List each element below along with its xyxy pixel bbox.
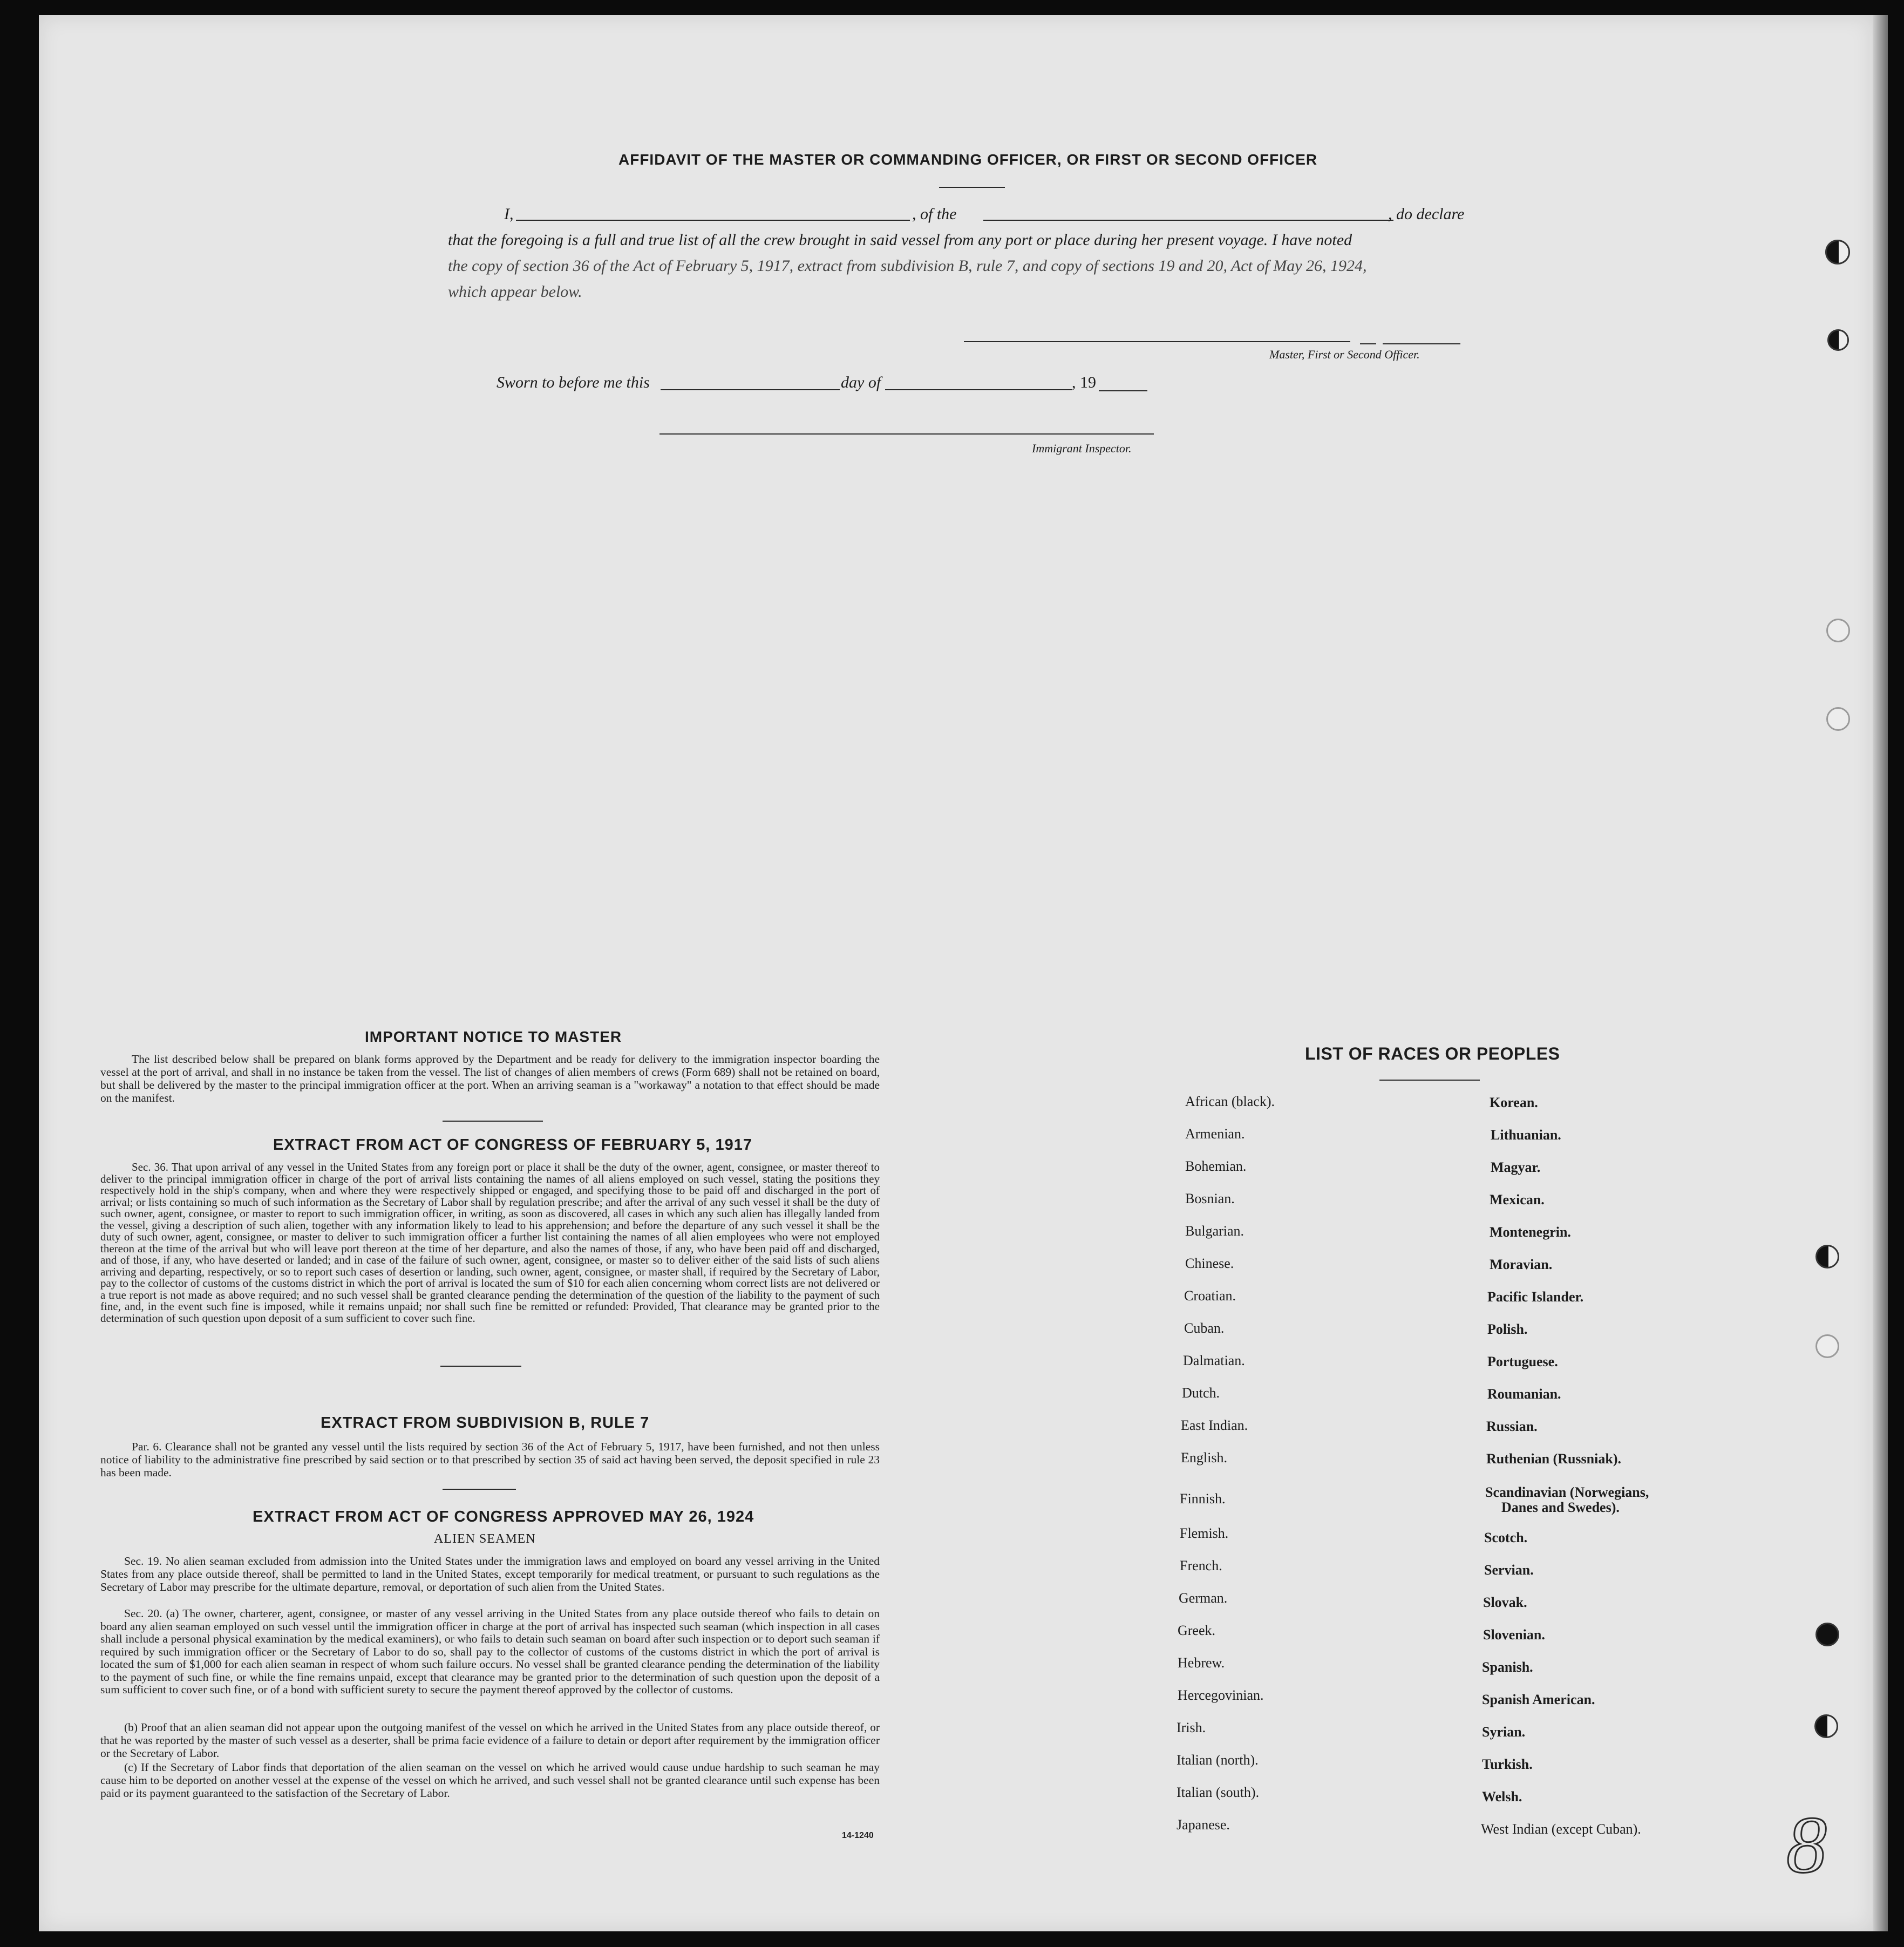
race-left-item: Greek. bbox=[1178, 1623, 1216, 1638]
race-left-item: Hebrew. bbox=[1178, 1655, 1225, 1671]
race-right-item: Ruthenian (Russniak). bbox=[1486, 1451, 1621, 1467]
title-divider bbox=[939, 187, 1005, 188]
sworn-year: , 19 bbox=[1072, 374, 1096, 391]
race-right-item: West Indian (except Cuban). bbox=[1481, 1821, 1641, 1837]
section-20c: (c) If the Secretary of Labor finds that deportation of the alien seaman on the vessel on which he arrived would cause undue hardship to such seaman he may cause him to be deported on another vessel at the expense of the vessel on which he arrived, and such vessel shall not be granted clearance until such expense has been paid or its payment guaranteed to the satisfaction of the Secretary of Labor. bbox=[100, 1761, 880, 1800]
race-left-item: Italian (north). bbox=[1177, 1752, 1259, 1768]
race-right-item: Scandinavian (Norwegians, bbox=[1485, 1484, 1649, 1500]
page-edge bbox=[1873, 15, 1888, 1931]
race-right-item: Slovak. bbox=[1483, 1595, 1527, 1610]
signature-caption: Master, First or Second Officer. bbox=[1269, 348, 1420, 361]
race-left-item: African (black). bbox=[1185, 1094, 1275, 1109]
affidavit-i: I, bbox=[504, 205, 514, 223]
signature-line-end bbox=[1383, 343, 1460, 344]
race-right-item: Danes and Swedes). bbox=[1501, 1500, 1620, 1515]
signature-line-dash bbox=[1360, 343, 1376, 344]
vessel-blank bbox=[983, 220, 1393, 221]
extract-1924-title: EXTRACT FROM ACT OF CONGRESS APPROVED MAY 26, 1924 bbox=[253, 1508, 754, 1525]
punch-hole-2 bbox=[1827, 329, 1849, 351]
punch-hole-7 bbox=[1815, 1623, 1839, 1646]
race-right-item: Mexican. bbox=[1490, 1192, 1545, 1207]
race-right-item: Montenegrin. bbox=[1490, 1224, 1571, 1240]
race-right-item: Slovenian. bbox=[1483, 1627, 1545, 1643]
race-right-item: Spanish American. bbox=[1482, 1692, 1595, 1707]
race-left-item: German. bbox=[1179, 1590, 1228, 1606]
race-left-item: French. bbox=[1180, 1558, 1222, 1573]
race-left-item: Cuban. bbox=[1184, 1320, 1225, 1336]
race-right-item: Lithuanian. bbox=[1491, 1127, 1561, 1143]
race-right-item: Turkish. bbox=[1482, 1756, 1533, 1772]
sworn-month-blank bbox=[885, 389, 1072, 390]
races-title: LIST OF RACES OR PEOPLES bbox=[1305, 1044, 1560, 1063]
extract-1917-title: EXTRACT FROM ACT OF CONGRESS OF FEBRUARY 5, 1917 bbox=[273, 1136, 753, 1154]
sworn-day-blank bbox=[661, 389, 840, 390]
svg-text:8: 8 bbox=[1786, 1803, 1827, 1884]
race-right-item: Portuguese. bbox=[1487, 1354, 1558, 1369]
race-left-item: Irish. bbox=[1177, 1720, 1206, 1735]
race-left-item: Dalmatian. bbox=[1183, 1353, 1245, 1368]
alien-seamen-subtitle: ALIEN SEAMEN bbox=[434, 1532, 536, 1546]
race-left-item: Croatian. bbox=[1184, 1288, 1236, 1304]
sworn-day-of: day of bbox=[841, 374, 881, 391]
race-right-item: Magyar. bbox=[1491, 1159, 1541, 1175]
affidavit-title: AFFIDAVIT OF THE MASTER OR COMMANDING OFFICER, OR FIRST OR SECOND OFFICER bbox=[618, 151, 1318, 168]
section-19: Sec. 19. No alien seaman excluded from admission into the United States under the immigration laws and employed on board any vessel arriving in the United States from any place outside thereof, shall be permitted to land in the United States, except temporarily for medical treatment, or pursuant to such regulations as the Secretary of Labor may prescribe for the ultimate departure, removal, or deportation of such alien from the United States. bbox=[100, 1555, 880, 1593]
race-right-item: Scotch. bbox=[1484, 1530, 1528, 1545]
section-20b: (b) Proof that an alien seaman did not appear upon the outgoing manifest of the vessel on which he arrived in the United States from any place outside thereof, or that he was reported by the master of such vessel as a deserter, shall be prima facie evidence of a failure to detain or deport after requirement by the immigration officer or the Secretary of Labor. bbox=[100, 1721, 880, 1760]
race-right-item: Spanish. bbox=[1482, 1659, 1533, 1675]
race-left-item: Flemish. bbox=[1180, 1525, 1229, 1541]
punch-hole-4 bbox=[1826, 707, 1850, 731]
race-right-item: Syrian. bbox=[1482, 1724, 1526, 1740]
notice-body: The list described below shall be prepared on blank forms approved by the Department and be ready for delivery to the immigration inspector boarding the vessel at the port of arrival, and shall in no instance be taken from the vessel. The list of changes of alien members of crews (Form 689) shall not be retained on board, but shall be delivered by the master to the principal immigration officer at the port. When an arriving seaman is a "workaway" a notation to that effect should be made on the manifest. bbox=[100, 1053, 880, 1104]
notice-divider bbox=[443, 1121, 543, 1122]
extract-1917-body: Sec. 36. That upon arrival of any vessel in the United States from any foreign port or place it shall be the duty of the owner, agent, consignee, or master thereof to deliver to the principal immigration officer in charge of the port of arrival lists containing the names of all aliens employed on such vessel, stating the positions they respectively hold in the ship's company, when and where they were respectively shipped or engaged, and specifying those to be paid off and discharged in the port of arrival; or lists containing so much of such information as the Secretary of Labor shall by regulation prescribe; and after the arrival of any such vessel it shall be the duty of such owner, agent, consignee, or master to report to such immigration officer, in writing, as soon as discovered, all cases in which any such alien has illegally landed from the vessel, giving a description of such alien, together with any information likely to lead to his apprehension; and before the departure of any such vessel it shall be the duty of such owner, agent, consignee, or master to deliver to such immigration officer a further list containing the names of all alien employees who were not employed thereon at the time of the arrival but who will leave port thereon at the time of her departure, and also the names of those, if any, who have been paid off and discharged, and of those, if any, who have deserted or landed; and in case of the failure of such owner, agent, consignee, or master so to deliver either of the said lists of such aliens arriving and departing, respectively, or so to report such cases of desertion or landing, such owner, agent, consignee, or master shall, if required by the Secretary of Labor, pay to the collector of customs of the customs district in which the port of arrival is located the sum of $10 for each alien concerning whom correct lists are not delivered or a true report is not made as above required; and no such vessel shall be granted clearance pending the determination of the question of the liability to the payment of such fine, and, in the event such fine is imposed, while it remains unpaid; nor shall such fine be remitted or refunded: Provided, That clearance may be granted prior to the determination of such question upon deposit of a sum sufficient to cover such fine. bbox=[100, 1161, 880, 1325]
extract-rule7-divider bbox=[443, 1489, 516, 1490]
race-left-item: Japanese. bbox=[1177, 1817, 1230, 1833]
race-left-item: English. bbox=[1181, 1450, 1227, 1466]
race-left-item: Armenian. bbox=[1185, 1126, 1245, 1142]
affidavit-line-4: which appear below. bbox=[448, 283, 582, 301]
name-blank bbox=[516, 220, 910, 221]
race-left-item: Chinese. bbox=[1185, 1256, 1234, 1271]
race-right-item: Polish. bbox=[1487, 1321, 1528, 1337]
race-left-item: Bulgarian. bbox=[1185, 1223, 1245, 1239]
race-left-item: Dutch. bbox=[1182, 1385, 1220, 1401]
punch-hole-3 bbox=[1826, 619, 1850, 642]
extract-rule7-title: EXTRACT FROM SUBDIVISION B, RULE 7 bbox=[321, 1414, 650, 1432]
affidavit-of-the: , of the bbox=[912, 205, 957, 223]
race-right-item: Roumanian. bbox=[1487, 1386, 1561, 1402]
race-left-item: Hercegovinian. bbox=[1178, 1687, 1264, 1703]
punch-hole-1 bbox=[1825, 240, 1850, 264]
affidavit-declare: , do declare bbox=[1388, 205, 1465, 223]
race-right-item: Korean. bbox=[1490, 1095, 1538, 1110]
affidavit-line-3: the copy of section 36 of the Act of February 5, 1917, extract from subdivision B, rule 7, and copy of sections 19 and 20, Act of May 26, 1924, bbox=[448, 257, 1367, 275]
race-right-item: Moravian. bbox=[1490, 1257, 1553, 1272]
sworn-prefix: Sworn to before me this bbox=[497, 374, 650, 391]
race-right-item: Servian. bbox=[1484, 1562, 1534, 1578]
race-left-item: Bohemian. bbox=[1185, 1158, 1247, 1174]
punch-hole-5 bbox=[1815, 1245, 1839, 1268]
section-20a: Sec. 20. (a) The owner, charterer, agent, consignee, or master of any vessel arriving in the United States from any place outside thereof who fails to detain on board any alien seaman employed on such vessel until the immigration officer in charge at the port of arrival has inspected such seaman (which inspection in all cases shall include a personal physical examination by the medical examiners), or who fails to detain such seaman on board after such inspection or to deport such seaman if required by such immigration officer or the Secretary of Labor to do so, shall pay to the collector of customs of the customs district in which the port of arrival is located the sum of $1,000 for each alien seaman in respect of whom such failure occurs. No vessel shall be granted clearance pending the determination of the liability to the payment of such fine, or while the fine remains unpaid, except that clearance may be granted prior to the determination of such question upon the deposit of a sum sufficient to cover such fine, or of a bond with sufficient surety to secure the payment thereof approved by the collector of customs. bbox=[100, 1607, 880, 1696]
punch-hole-8 bbox=[1814, 1714, 1838, 1738]
race-right-item: Russian. bbox=[1486, 1419, 1538, 1434]
notice-title: IMPORTANT NOTICE TO MASTER bbox=[365, 1028, 622, 1045]
race-left-item: East Indian. bbox=[1181, 1417, 1248, 1433]
race-left-item: Italian (south). bbox=[1177, 1785, 1260, 1800]
extract-rule7-body: Par. 6. Clearance shall not be granted any vessel until the lists required by section 36 of the Act of February 5, 1917, have been furnished, and not then unless notice of liability to the administrative fine prescribed by said section or to that prescribed by section 35 of said act having been served, the deposit specified in rule 23 has been made. bbox=[100, 1440, 880, 1479]
punch-hole-6 bbox=[1815, 1334, 1839, 1358]
signature-line bbox=[964, 341, 1350, 342]
inspector-caption: Immigrant Inspector. bbox=[1032, 442, 1132, 455]
handwritten-mark bbox=[1781, 1803, 1830, 1884]
race-right-item: Welsh. bbox=[1482, 1789, 1522, 1804]
affidavit-line-2: that the foregoing is a full and true list of all the crew brought in said vessel from any port or place during her present voyage. I have noted bbox=[448, 231, 1352, 249]
sworn-year-blank bbox=[1099, 390, 1147, 391]
extract-1917-divider bbox=[440, 1366, 521, 1367]
form-number: 14-1240 bbox=[842, 1831, 874, 1840]
race-left-item: Bosnian. bbox=[1185, 1191, 1235, 1206]
race-right-item: Pacific Islander. bbox=[1487, 1289, 1584, 1305]
races-divider bbox=[1379, 1080, 1480, 1081]
race-left-item: Finnish. bbox=[1180, 1491, 1226, 1507]
inspector-signature-line bbox=[659, 433, 1154, 435]
